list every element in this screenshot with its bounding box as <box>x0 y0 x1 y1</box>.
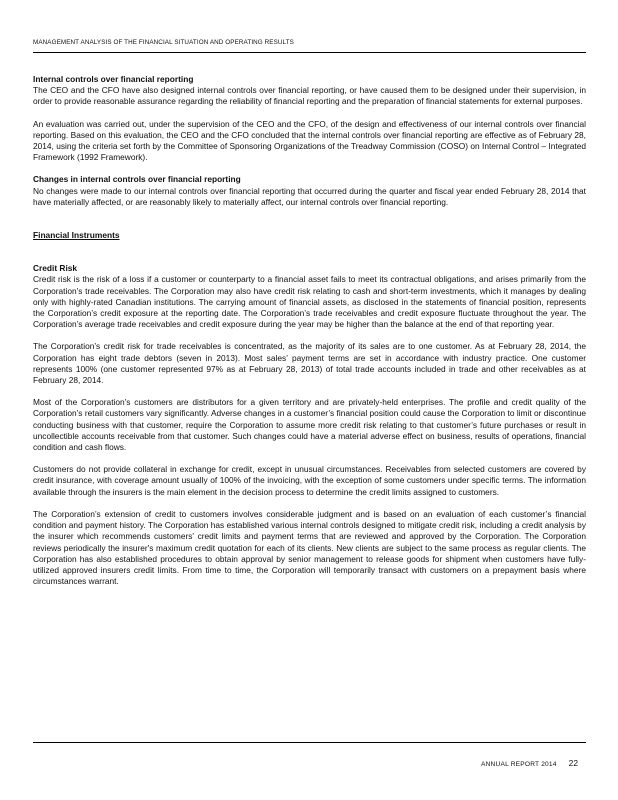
section-heading-credit-risk: Credit Risk <box>33 263 78 274</box>
paragraph: No changes were made to our internal controls over financial reporting that occurred during the quarter and fiscal year ended February 28, 2014 that have materially affected, or are reasonably likely to materially affect, our internal controls over financial reporting. <box>33 185 586 207</box>
paragraph: Most of the Corporation's customers are distributors for a given territory and are privately-held enterprises. The profile and credit quality of the Corporation’s retail customers vary significantly. Adverse changes in a customer’s financial position could cause the Corporation to limit or discontinue conducting business with that customer, require the Corporation to assume more credit risk relating to that customer’s future purchases or result in uncollectible accounts receivable from that customer. Such changes could have a material adverse effect on business, results of operations, financial condition and cash flows. <box>33 397 586 453</box>
paragraph: The Corporation’s credit risk for trade receivables is concentrated, as the majority of its sales are to one customer. As at February 28, 2014, the Corporation has eight trade debtors (seven in 2013). Most sales’ payment terms are set in accordance with industry practice. One customer represents 100% (one customer represented 97% as at February 28, 2013) of total trade accounts included in trade and other receivables as at February 28, 2014. <box>33 341 586 386</box>
section-heading-financial-instruments: Financial Instruments <box>33 230 120 241</box>
paragraph: Customers do not provide collateral in exchange for credit, except in unusual circumstances. Receivables from selected customers are covered by credit insurance, with coverage amount usually of 100% of the invoicing, with the exception of some customers under specific terms. The information available through the insurers is the main element in the decision process to determine the credit limits assigned to customers. <box>33 464 586 497</box>
paragraph: The Corporation’s extension of credit to customers involves considerable judgment and is based on an evaluation of each customer’s financial condition and payment history. The Corporation has established various internal controls designed to mitigate credit risk, including a credit analysis by the insurer which recommends customers' credit limits and payment terms that are reviewed and approved by the Corporation. The Corporation reviews periodically the insurer's maximum credit quotation for each of its clients. New clients are subject to the same process as regular clients. The Corporation has also established procedures to obtain approval by senior management to release goods for shipment when customers have fully-utilized approved insurers credit limits. From time to time, the Corporation will temporarily transact with customers on a prepayment basis where circumstances warrant. <box>33 508 586 587</box>
report-label: ANNUAL REPORT 2014 <box>480 761 557 768</box>
footer-rule <box>33 742 586 743</box>
page-body <box>33 74 586 587</box>
header-rule <box>33 52 586 53</box>
paragraph: An evaluation was carried out, under the supervision of the CEO and the CFO, of the design and effectiveness of our internal controls over financial reporting. Based on this evaluation, the CEO and the CFO concluded that the internal controls over financial reporting are effective as of February 28, 2014, using the criteria set forth by the Committee of Sponsoring Organizations of the Treadway Commission (COSO) on Internal Control – Integrated Framework (1992 Framework). <box>33 118 586 163</box>
page-number: 22 <box>568 758 578 768</box>
page-footer <box>481 758 578 768</box>
section-heading-changes: Changes in internal controls over financial reporting <box>33 174 241 185</box>
running-header: MANAGEMENT ANALYSIS OF THE FINANCIAL SITUATION AND OPERATING RESULTS <box>33 39 294 46</box>
paragraph: Credit risk is the risk of a loss if a customer or counterparty to a financial asset fails to meet its contractual obligations, and arises primarily from the Corporation’s trade receivables. The Corporation may also have credit risk relating to cash and short-term investments, which it manages by dealing only with highly-rated Canadian institutions. The carrying amount of financial assets, as disclosed in the statements of financial position, represents the Corporation’s credit exposure at the reporting date. The Corporation’s trade receivables and credit exposure fluctuate throughout the year. The Corporation’s average trade receivables and credit exposure during the year may be higher than the balance at the end of that reporting year. <box>33 274 586 330</box>
paragraph: The CEO and the CFO have also designed internal controls over financial reporting, or have caused them to be designed under their supervision, in order to provide reasonable assurance regarding the reliability of financial reporting and the preparation of financial statements for external purposes. <box>33 85 586 107</box>
section-heading-internal-controls: Internal controls over financial reporting <box>33 74 194 84</box>
